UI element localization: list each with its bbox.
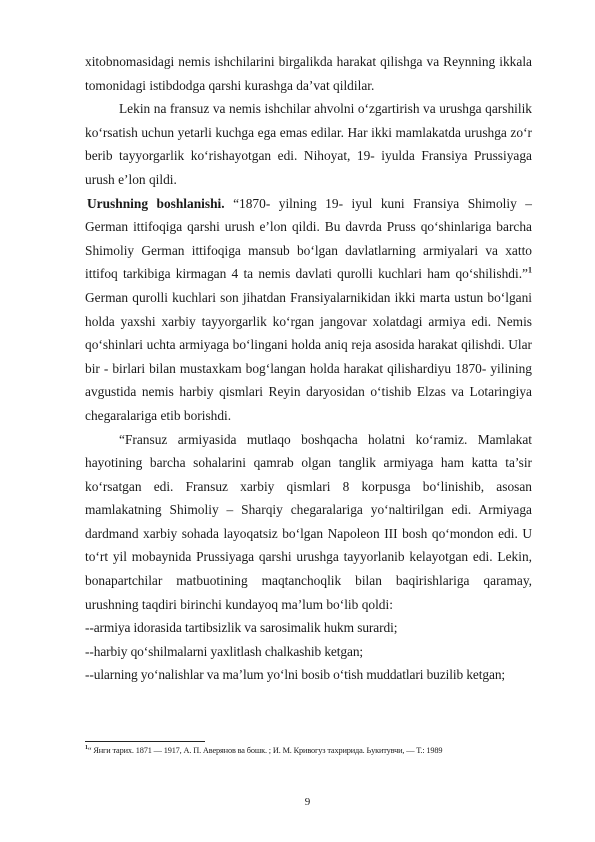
list-item: --ularning yo‘nalishlar va ma’lum yo‘lni bosib o‘tish muddatlari buzilib ketgan; [85, 667, 506, 683]
footnote [85, 745, 533, 756]
paragraph-3-body: “1870- yilning 19- iyul kuni Fransiya Shimoliy – German ittifoqiga qarshi urush e’lon qildi. Bu davrda Pruss qo‘shinlariga barcha Shimoliy German ittifoqiga mansub bo‘lgan davlatlarning armiyalari va xatto ittifoq tarkibiga kirmagan 4 ta nemis davlati qurolli kuchlari ham qo‘shilishdi.” [85, 195, 532, 282]
footnote-reference[interactable]: 1 [528, 265, 532, 275]
list-item: --harbiy qo‘shilmalarni yaxlitlash chalkashib ketgan; [85, 643, 364, 659]
paragraph-1: xitobnomasidagi nemis ishchilarini birgalikda harakat qilishga va Reynning ikkala tomonidagi istibdodga qarshi kurashga da’vat qildilar. [85, 54, 532, 93]
paragraph-2: Lekin na fransuz va nemis ishchilar ahvolni o‘zgartirish va urushga qarshilik ko‘rsatish uchun yetarli kuchga ega emas edilar. Har ikki mamlakatda urushga zo‘r berib tayyorgarlik ko‘rishayotgan edi. Nihoyat, 19- iyulda Fransiya Prussiyaga urush e’lon qildi. [85, 101, 532, 187]
list-item: --armiya idorasida tartibsizlik va sarosimalik hukm surardi; [85, 620, 398, 636]
footnote-marker: 1 [85, 745, 88, 752]
page-body [85, 50, 532, 687]
footnote-divider [85, 741, 205, 742]
page-number: 9 [304, 796, 311, 808]
paragraph-3 [85, 192, 532, 428]
paragraph-3-tail: German qurolli kuchlari son jihatdan Fransiyalarnikidan ikki marta ustun bo‘lgani holda yaxshi xarbiy tayyorgarlik ko‘rgan jangovar xolatdagi armiya edi. Nemis qo‘shinlari uchta armiyaga bo‘lingani holda aniq reja asosida harakat qilishdi. Ular bir - birlari bilan mustaxkam bog‘langan holda harakat qilishardiyu 1870- yilining avgustida nemis harbiy qismlari Reyin daryosidan o‘tishib Elzas va Lotaringiya chegaralariga etib borishdi. [85, 289, 532, 423]
section-heading: Urushning boshlanishi. [87, 195, 225, 211]
footnote-text: “ Янги тарих. 1871 — 1917, А. П. Аверянов ва бошк. ; И. М. Кривогуз тахририда. Ьукитувчи, — Т.: 1989 [87, 746, 443, 755]
paragraph-4: “Fransuz armiyasida mutlaqo boshqacha holatni ko‘ramiz. Mamlakat hayotining barcha sohalarini qamrab olgan tanglik armiyaga ham katta ta’sir ko‘rsatgan edi. Fransuz xarbiy qismlari 8 korpusga bo‘linishib, asosan mamlakatning Shimoliy – Sharqiy chegaralariga yo‘naltirilgan edi. Armiyaga dardmand xarbiy sohada layoqatsiz bo‘lgan Napoleon III bosh qo‘mondon edi. U to‘rt yil mobaynida Prussiyaga qarshi urushga tayyorlanib kelayotgan edi. Lekin, bonapartchilar matbuotining maqtanchoqlik bilan baqirishlariga qaramay, urushning taqdiri birinchi kundayoq ma’lum bo‘lib qoldi: [85, 431, 532, 612]
